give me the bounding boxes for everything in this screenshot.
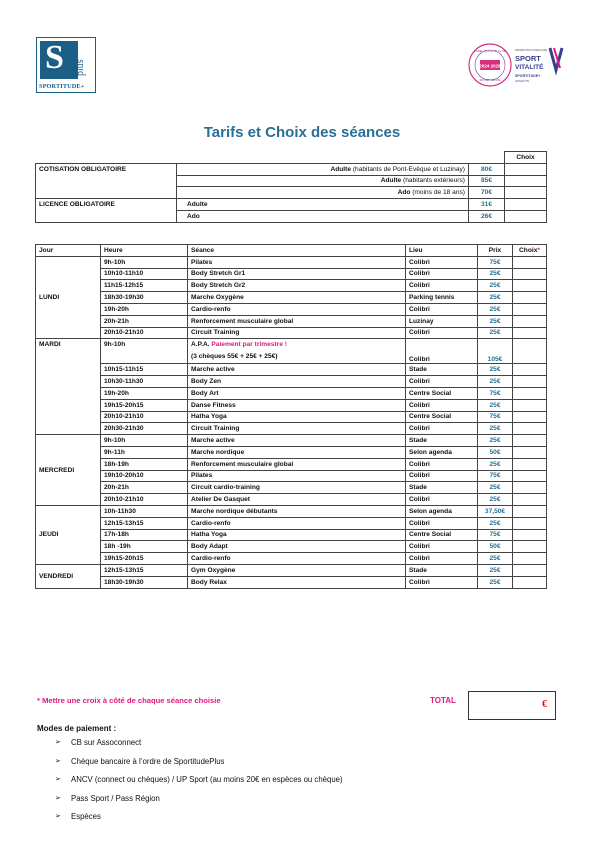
fee-detail: (moins de 18 ans) xyxy=(410,189,465,197)
session-time: 18h30-19h30 xyxy=(101,292,188,304)
session-price: 25€ xyxy=(478,280,513,292)
fee-description xyxy=(177,199,469,211)
session-choice-cell[interactable] xyxy=(513,553,547,565)
session-time: 9h-10h xyxy=(101,435,188,447)
session-row xyxy=(36,435,547,447)
federation-label: FÉDÉRATION FRANÇAISE xyxy=(515,49,548,52)
session-choice-cell[interactable] xyxy=(513,446,547,458)
session-name: Circuit Training xyxy=(188,327,406,339)
session-name: Body Adapt xyxy=(188,541,406,553)
session-choice-cell[interactable] xyxy=(513,327,547,339)
fee-price: 31€ xyxy=(469,199,505,211)
session-price: 25€ xyxy=(478,292,513,304)
session-name: Renforcement musculaire global xyxy=(188,315,406,327)
session-time: 9h-11h xyxy=(101,446,188,458)
logo-plus: plus xyxy=(75,59,86,76)
session-price: 25€ xyxy=(478,399,513,411)
session-name: Circuit Training xyxy=(188,423,406,435)
session-row xyxy=(36,458,547,470)
session-place: Stade xyxy=(406,364,478,376)
sportitude-logo xyxy=(36,37,96,93)
total-label: TOTAL xyxy=(430,696,456,705)
fee-description xyxy=(177,175,469,187)
session-time: 20h-21h xyxy=(101,315,188,327)
spacer xyxy=(469,152,505,164)
payment-mode-item xyxy=(55,812,343,831)
session-name: Pilates xyxy=(188,470,406,482)
session-row xyxy=(36,505,547,517)
fee-category: Ado xyxy=(187,212,200,220)
payment-mode-text: CB sur Assoconnect xyxy=(71,738,142,747)
day-name: MERCREDI xyxy=(36,435,101,506)
fee-category: Ado xyxy=(397,189,411,197)
fee-choice-cell[interactable] xyxy=(505,210,547,222)
fee-price: 26€ xyxy=(469,210,505,222)
selection-note: * Mettre une croix à côté de chaque séance choisie xyxy=(37,696,221,705)
session-row xyxy=(36,470,547,482)
sportitude-small: SPORTITUDE+ xyxy=(515,74,541,78)
cotisation-label: COTISATION OBLIGATOIRE xyxy=(36,163,177,198)
session-choice-cell[interactable] xyxy=(513,541,547,553)
session-time: 12h15-13h15 xyxy=(101,517,188,529)
session-row xyxy=(36,280,547,292)
header-prix: Prix xyxy=(478,245,513,257)
session-choice-cell[interactable] xyxy=(513,564,547,576)
session-choice-cell[interactable] xyxy=(513,376,547,388)
session-place: Colibri xyxy=(406,423,478,435)
logo-name: SPORTITUDE+ xyxy=(39,83,85,90)
session-time: 20h10-21h10 xyxy=(101,327,188,339)
payment-modes-title: Modes de paiement : xyxy=(37,724,117,733)
session-choice-cell[interactable] xyxy=(513,517,547,529)
session-place: Centre Social xyxy=(406,387,478,399)
session-name: Atelier De Gasquet xyxy=(188,494,406,506)
session-name: Body Stretch Gr2 xyxy=(188,280,406,292)
session-name: Marche active xyxy=(188,364,406,376)
session-place: Colibri xyxy=(406,256,478,268)
session-place: Colibri xyxy=(406,268,478,280)
session-place: Stade xyxy=(406,564,478,576)
arrow-bullet-icon: ➢ xyxy=(55,757,61,765)
payment-mode-item xyxy=(55,738,343,757)
arrow-bullet-icon: ➢ xyxy=(55,794,61,802)
session-price: 50€ xyxy=(478,446,513,458)
session-price: 25€ xyxy=(478,517,513,529)
fee-choice-cell[interactable] xyxy=(505,175,547,187)
session-choice-cell[interactable] xyxy=(513,458,547,470)
page-title: Tarifs et Choix des séances xyxy=(203,124,401,141)
session-row xyxy=(36,292,547,304)
session-place: Centre Social xyxy=(406,411,478,423)
session-choice-cell[interactable] xyxy=(513,387,547,399)
session-choice-cell[interactable] xyxy=(513,280,547,292)
session-place: Colibri xyxy=(406,576,478,588)
session-time: 20h10-21h10 xyxy=(101,411,188,423)
header-choix xyxy=(513,245,547,257)
session-place: Colibri xyxy=(406,327,478,339)
session-choice-cell[interactable] xyxy=(513,268,547,280)
session-place: Colibri xyxy=(406,458,478,470)
payment-modes-list xyxy=(55,738,343,831)
day-name: MARDI xyxy=(36,339,101,435)
session-price: 75€ xyxy=(478,256,513,268)
fee-price: 85€ xyxy=(469,175,505,187)
fee-price: 80€ xyxy=(469,163,505,175)
session-place: Colibri xyxy=(406,376,478,388)
session-choice-cell[interactable] xyxy=(513,411,547,423)
session-row xyxy=(36,517,547,529)
fee-category: Adulte xyxy=(380,177,402,185)
session-price: 25€ xyxy=(478,435,513,447)
fee-description xyxy=(177,210,469,222)
session-name: Marche Oxygène xyxy=(188,292,406,304)
session-row xyxy=(36,541,547,553)
session-price: 25€ xyxy=(478,553,513,565)
session-name: Body Relax xyxy=(188,576,406,588)
fee-category: Adulte xyxy=(187,201,208,209)
session-time: 17h-18h xyxy=(101,529,188,541)
session-row xyxy=(36,364,547,376)
session-time: 19h-20h xyxy=(101,303,188,315)
session-choice-cell[interactable] xyxy=(513,339,547,364)
session-choice-cell[interactable] xyxy=(513,435,547,447)
session-price: 25€ xyxy=(478,327,513,339)
session-place: Parking tennis xyxy=(406,292,478,304)
session-place: Selon agenda xyxy=(406,505,478,517)
apa-payment-note: Paiement par trimestre ! xyxy=(209,341,287,349)
payment-mode-text: ANCV (connect ou chèques) / UP Sport (au moins 20€ en espèces ou chèque) xyxy=(71,775,343,785)
session-time: 18h -19h xyxy=(101,541,188,553)
session-time: 19h-20h xyxy=(101,387,188,399)
session-place: Stade xyxy=(406,482,478,494)
membership-fees-table xyxy=(35,151,547,223)
spacer xyxy=(177,152,469,164)
session-row xyxy=(36,387,547,399)
session-choice-cell[interactable] xyxy=(513,494,547,506)
seal-label: LABEL QUALITÉ CLUB xyxy=(474,49,506,53)
fee-category: Adulte xyxy=(330,165,351,173)
session-time: 19h15-20h15 xyxy=(101,399,188,411)
session-price: 105€ xyxy=(478,339,513,364)
session-place: Colibri xyxy=(406,399,478,411)
fee-row xyxy=(36,163,547,175)
session-row xyxy=(36,576,547,588)
session-place: Selon agenda xyxy=(406,446,478,458)
choix-header: Choix xyxy=(505,152,547,164)
session-row xyxy=(36,482,547,494)
sport-label: SPORT xyxy=(515,54,541,63)
session-price: 25€ xyxy=(478,315,513,327)
fee-price: 70€ xyxy=(469,187,505,199)
arrow-bullet-icon: ➢ xyxy=(55,739,61,746)
session-choice-cell[interactable] xyxy=(513,292,547,304)
fee-detail: (habitants extérieurs) xyxy=(401,177,465,185)
session-name: Hatha Yoga xyxy=(188,529,406,541)
session-row xyxy=(36,376,547,388)
session-time: 9h-10h xyxy=(101,256,188,268)
seal-sub: SPORT SANTÉ xyxy=(479,78,501,82)
payment-mode-item xyxy=(55,775,343,794)
apa-cheques: (3 chèques 55€ + 25€ + 25€) xyxy=(191,353,278,361)
day-name: VENDREDI xyxy=(36,564,101,588)
sessions-schedule-table xyxy=(35,244,547,589)
session-price: 75€ xyxy=(478,387,513,399)
session-name: Cardio-renfo xyxy=(188,553,406,565)
session-place: Stade xyxy=(406,435,478,447)
fee-detail: (habitants de Pont-Evêque et Luzinay) xyxy=(351,165,465,173)
arrow-bullet-icon: ➢ xyxy=(55,813,61,821)
session-price: 75€ xyxy=(478,470,513,482)
session-time: 19h15-20h15 xyxy=(101,553,188,565)
session-name: Marche nordique xyxy=(188,446,406,458)
fee-description xyxy=(177,187,469,199)
session-name: Cardio-renfo xyxy=(188,303,406,315)
session-row xyxy=(36,564,547,576)
session-name: Gym Oxygène xyxy=(188,564,406,576)
arrow-bullet-icon: ➢ xyxy=(55,776,61,784)
session-price: 37,50€ xyxy=(478,505,513,517)
session-price: 50€ xyxy=(478,541,513,553)
session-place: Colibri xyxy=(406,339,478,364)
session-place: Colibri xyxy=(406,541,478,553)
session-price: 25€ xyxy=(478,303,513,315)
session-name xyxy=(188,339,406,364)
fee-choice-cell[interactable] xyxy=(505,187,547,199)
session-price: 25€ xyxy=(478,482,513,494)
session-place: Colibri xyxy=(406,553,478,565)
header-heure: Heure xyxy=(101,245,188,257)
session-row xyxy=(36,529,547,541)
session-price: 25€ xyxy=(478,576,513,588)
session-row xyxy=(36,494,547,506)
session-row xyxy=(36,303,547,315)
fee-description xyxy=(177,163,469,175)
session-place: Colibri xyxy=(406,280,478,292)
session-price: 75€ xyxy=(478,411,513,423)
session-place: Colibri xyxy=(406,303,478,315)
session-row xyxy=(36,268,547,280)
session-choice-cell[interactable] xyxy=(513,364,547,376)
day-name: JEUDI xyxy=(36,505,101,564)
session-row xyxy=(36,339,547,364)
session-time: 20h30-21h30 xyxy=(101,423,188,435)
fee-choice-cell[interactable] xyxy=(505,199,547,211)
fee-row xyxy=(36,199,547,211)
apa-label: A.P.A. xyxy=(191,341,210,349)
session-price: 25€ xyxy=(478,458,513,470)
session-time: 18h30-19h30 xyxy=(101,576,188,588)
session-name: Marche active xyxy=(188,435,406,447)
sport-vitalite-label-logo xyxy=(468,40,568,90)
session-row xyxy=(36,411,547,423)
payment-mode-item xyxy=(55,794,343,813)
session-price: 75€ xyxy=(478,529,513,541)
session-time: 20h10-21h10 xyxy=(101,494,188,506)
session-row xyxy=(36,423,547,435)
session-price: 25€ xyxy=(478,423,513,435)
seal-year: 2024 2028 xyxy=(479,63,501,69)
session-time: 12h15-13h15 xyxy=(101,564,188,576)
session-name: Marche nordique débutants xyxy=(188,505,406,517)
session-price: 25€ xyxy=(478,494,513,506)
session-name: Pilates xyxy=(188,256,406,268)
payment-mode-item xyxy=(55,757,343,776)
header-choix-star: * xyxy=(537,246,540,254)
header-choix-label: Choix xyxy=(519,246,538,254)
session-time: 18h-19h xyxy=(101,458,188,470)
payment-mode-text: Pass Sport / Pass Région xyxy=(71,793,160,803)
session-time: 20h-21h xyxy=(101,482,188,494)
session-time: 10h10-11h10 xyxy=(101,268,188,280)
session-name: Circuit cardio-training xyxy=(188,482,406,494)
session-choice-cell[interactable] xyxy=(513,576,547,588)
session-choice-cell[interactable] xyxy=(513,529,547,541)
session-price: 25€ xyxy=(478,376,513,388)
session-time: 9h-10h xyxy=(101,339,188,364)
session-time: 19h10-20h10 xyxy=(101,470,188,482)
logo-letter: S xyxy=(45,39,64,76)
session-name: Body Zen xyxy=(188,376,406,388)
session-choice-cell[interactable] xyxy=(513,470,547,482)
session-choice-cell[interactable] xyxy=(513,399,547,411)
session-place: Colibri xyxy=(406,517,478,529)
session-choice-cell[interactable] xyxy=(513,303,547,315)
session-time: 10h-11h30 xyxy=(101,505,188,517)
payment-mode-text: Chèque bancaire à l’ordre de SportitudePlus xyxy=(71,756,225,766)
session-choice-cell[interactable] xyxy=(513,505,547,517)
header-jour: Jour xyxy=(36,245,101,257)
assoc-label: ASSOC'IN xyxy=(515,79,530,83)
session-choice-cell[interactable] xyxy=(513,315,547,327)
session-name: Cardio-renfo xyxy=(188,517,406,529)
vitalite-label: VITALITÉ xyxy=(515,64,544,71)
choix-header-row xyxy=(36,152,547,164)
session-row xyxy=(36,553,547,565)
session-time: 10h30-11h30 xyxy=(101,376,188,388)
session-price: 25€ xyxy=(478,268,513,280)
day-name: LUNDI xyxy=(36,256,101,339)
session-name: Danse Fitness xyxy=(188,399,406,411)
total-currency: € xyxy=(542,699,547,710)
session-place: Luzinay xyxy=(406,315,478,327)
session-time: 11h15-12h15 xyxy=(101,280,188,292)
spacer xyxy=(36,152,177,164)
session-name: Body Stretch Gr1 xyxy=(188,268,406,280)
session-row xyxy=(36,399,547,411)
session-price: 25€ xyxy=(478,564,513,576)
schedule-header-row xyxy=(36,245,547,257)
payment-mode-text: Espèces xyxy=(71,812,101,822)
fee-choice-cell[interactable] xyxy=(505,163,547,175)
session-time: 10h15-11h15 xyxy=(101,364,188,376)
header-seance: Séance xyxy=(188,245,406,257)
session-row xyxy=(36,327,547,339)
session-place: Centre Social xyxy=(406,529,478,541)
session-name: Renforcement musculaire global xyxy=(188,458,406,470)
session-price: 25€ xyxy=(478,364,513,376)
session-choice-cell[interactable] xyxy=(513,482,547,494)
session-row xyxy=(36,446,547,458)
total-field[interactable] xyxy=(468,691,556,720)
licence-label: LICENCE OBLIGATOIRE xyxy=(36,199,177,223)
session-name: Hatha Yoga xyxy=(188,411,406,423)
header-lieu: Lieu xyxy=(406,245,478,257)
session-row xyxy=(36,256,547,268)
session-row xyxy=(36,315,547,327)
session-choice-cell[interactable] xyxy=(513,256,547,268)
session-place: Colibri xyxy=(406,470,478,482)
session-place: Colibri xyxy=(406,494,478,506)
session-name: Body Art xyxy=(188,387,406,399)
session-choice-cell[interactable] xyxy=(513,423,547,435)
